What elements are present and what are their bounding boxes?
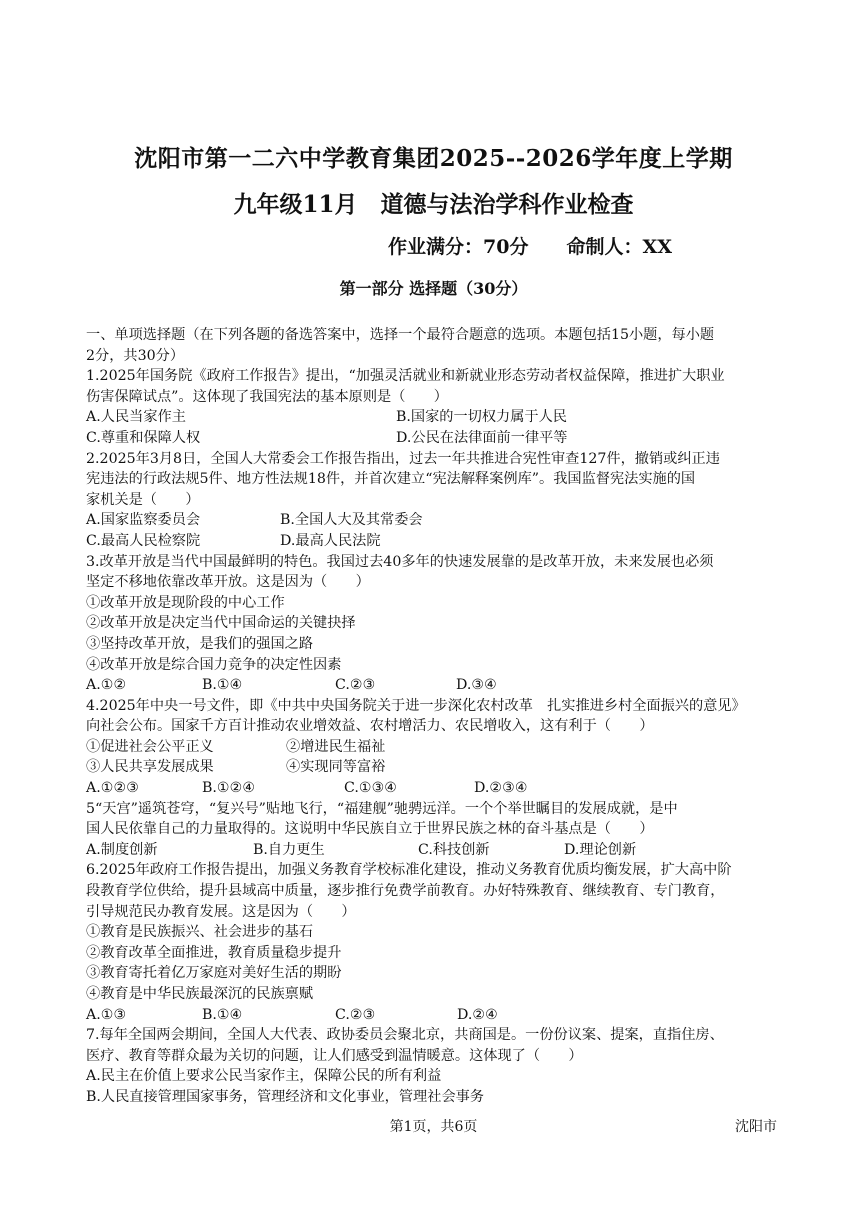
statement-row [86, 737, 786, 758]
question-stem: 7.每年全国两会期间，全国人大代表、政协委员会聚北京，共商国是。一份份议案、提案，直指住房、 [86, 1027, 724, 1044]
full-score: 作业满分：70分 [388, 236, 529, 258]
option-row [86, 531, 786, 552]
question-stem: 3.改革开放是当代中国最鲜明的特色。我国过去40多年的快速发展靠的是改革开放，未来发展也必须 [86, 553, 714, 570]
statement: ④改革开放是综合国力竞争的决定性因素 [86, 656, 342, 673]
question-stem: 段教育学位供给，提升县域高中质量，逐步推行免费学前教育。办好特殊教育、继续教育、专门教育， [86, 883, 725, 900]
statement: ③人民共享发展成果 [86, 759, 214, 776]
option-a: A.民主在价值上要求公民当家作主，保障公民的所有利益 [86, 1068, 442, 1085]
option-c: C.尊重和保障人权 [86, 429, 201, 446]
question-stem: 1.2025年国务院《政府工作报告》提出，“加强灵活就业和新就业形态劳动者权益保障，推进扩大职业 [86, 368, 725, 385]
option-row [86, 510, 786, 531]
statement: ④教育是中华民族最深沉的民族禀赋 [86, 986, 314, 1002]
statement: ①改革开放是现阶段的中心工作 [86, 594, 285, 611]
option-c: C.②③ [335, 677, 376, 694]
option-d: D.②③④ [474, 780, 528, 797]
question-stem: 坚定不移地依靠改革开放。这是因为（ ） [86, 574, 370, 591]
option-b: B.国家的一切权力属于人民 [396, 409, 567, 426]
option-row [86, 675, 786, 696]
option-b: B.人民直接管理国家事务，管理经济和文化事业，管理社会事务 [86, 1088, 485, 1105]
option-a: A.①②③ [86, 780, 139, 797]
option-a: A.制度创新 [86, 841, 158, 858]
statement: ②增进民生福祉 [286, 738, 386, 755]
question-stem: 2.2025年3月8日，全国人大常委会工作报告指出，过去一年共推进合宪性审查127件，撤销或纠正违 [86, 450, 720, 467]
option-row [86, 778, 786, 799]
option-a: A.①③ [86, 1006, 127, 1023]
statement: ①教育是民族振兴、社会进步的基石 [86, 924, 314, 941]
option-c: C.①③④ [344, 780, 398, 797]
question-stem: 6.2025年政府工作报告提出，加强义务教育学校标准化建设，推动义务教育优质均衡发展，扩大高中阶 [86, 862, 732, 879]
question-stem: 家机关是（ ） [86, 491, 200, 508]
option-a: A.人民当家作主 [86, 409, 186, 426]
question-stem: 5“天宫”遥筑苍穹，“复兴号”贴地飞行，“福建舰”驰骋远洋。一个个举世瞩目的发展成就，是中 [86, 800, 678, 817]
statement-row [86, 757, 786, 778]
statement: ④实现同等富裕 [286, 759, 386, 776]
option-d: D.③④ [456, 677, 497, 694]
option-c: C.科技创新 [418, 841, 490, 858]
section-intro: 一、单项选择题（在下列各题的备选答案中，选择一个最符合题意的选项。本题包括15小题，每小题 [86, 327, 715, 343]
exam-meta [388, 232, 710, 259]
option-b: B.全国人大及其常委会 [280, 512, 423, 529]
exam-title-line2: 九年级11月 道德与法治学科作业检查 [233, 191, 634, 218]
option-a: A.①② [86, 677, 127, 694]
question-stem: 向社会公布。国家千方百计推动农业增效益、农村增活力、农民增收入，这有利于（ ） [86, 718, 654, 735]
statement: ③坚持改革开放，是我们的强国之路 [86, 635, 314, 652]
option-row [86, 407, 786, 428]
option-d: D.理论创新 [564, 841, 637, 858]
option-b: B.①②④ [202, 780, 256, 797]
question-stem: 国人民依靠自己的力量取得的。这说明中华民族自立于世界民族之林的奋斗基点是（ ） [86, 821, 654, 838]
option-c: C.②③ [335, 1006, 376, 1023]
question-stem: 伤害保障试点”。这体现了我国宪法的基本原则是（ ） [86, 388, 448, 405]
option-row [86, 428, 786, 449]
author: 命制人：XX [566, 236, 672, 258]
option-row [86, 840, 786, 861]
question-stem: 医疗、教育等群众最为关切的问题，让人们感受到温情暖意。这体现了（ ） [86, 1047, 583, 1064]
option-c: C.最高人民检察院 [86, 532, 201, 549]
question-stem: 宪违法的行政法规5件、地方性法规18件，并首次建立“宪法解释案例库”。我国监督宪法实施的国 [86, 471, 696, 488]
option-d: D.②④ [457, 1006, 498, 1023]
option-d: D.公民在法律面前一律平等 [396, 429, 568, 446]
option-d: D.最高人民法院 [280, 532, 381, 549]
statement: ③教育寄托着亿万家庭对美好生活的期盼 [86, 965, 342, 982]
question-body [86, 325, 786, 1108]
option-b: B.自力更生 [253, 841, 325, 858]
question-stem: 引导规范民办教育发展。这是因为（ ） [86, 903, 356, 920]
footer-city: 沈阳市 [735, 1119, 777, 1135]
statement: ②改革开放是决定当代中国命运的关键抉择 [86, 615, 356, 632]
option-b: B.①④ [202, 1006, 243, 1023]
option-row [86, 1005, 786, 1026]
statement: ①促进社会公平正义 [86, 738, 214, 755]
exam-title-line1: 沈阳市第一二六中学教育集团2025--2026学年度上学期 [134, 145, 733, 172]
part-title: 第一部分 选择题（30分） [339, 279, 528, 298]
question-stem: 4.2025年中央一号文件，即《中共中央国务院关于进一步深化农村改革 扎实推进乡村全面振兴的意见》 [86, 697, 746, 714]
section-intro: 2分，共30分） [86, 347, 185, 364]
statement: ②教育改革全面推进，教育质量稳步提升 [86, 944, 342, 961]
page-number: 第1页，共6页 [389, 1119, 478, 1135]
option-b: B.①④ [202, 677, 243, 694]
option-a: A.国家监察委员会 [86, 512, 201, 529]
